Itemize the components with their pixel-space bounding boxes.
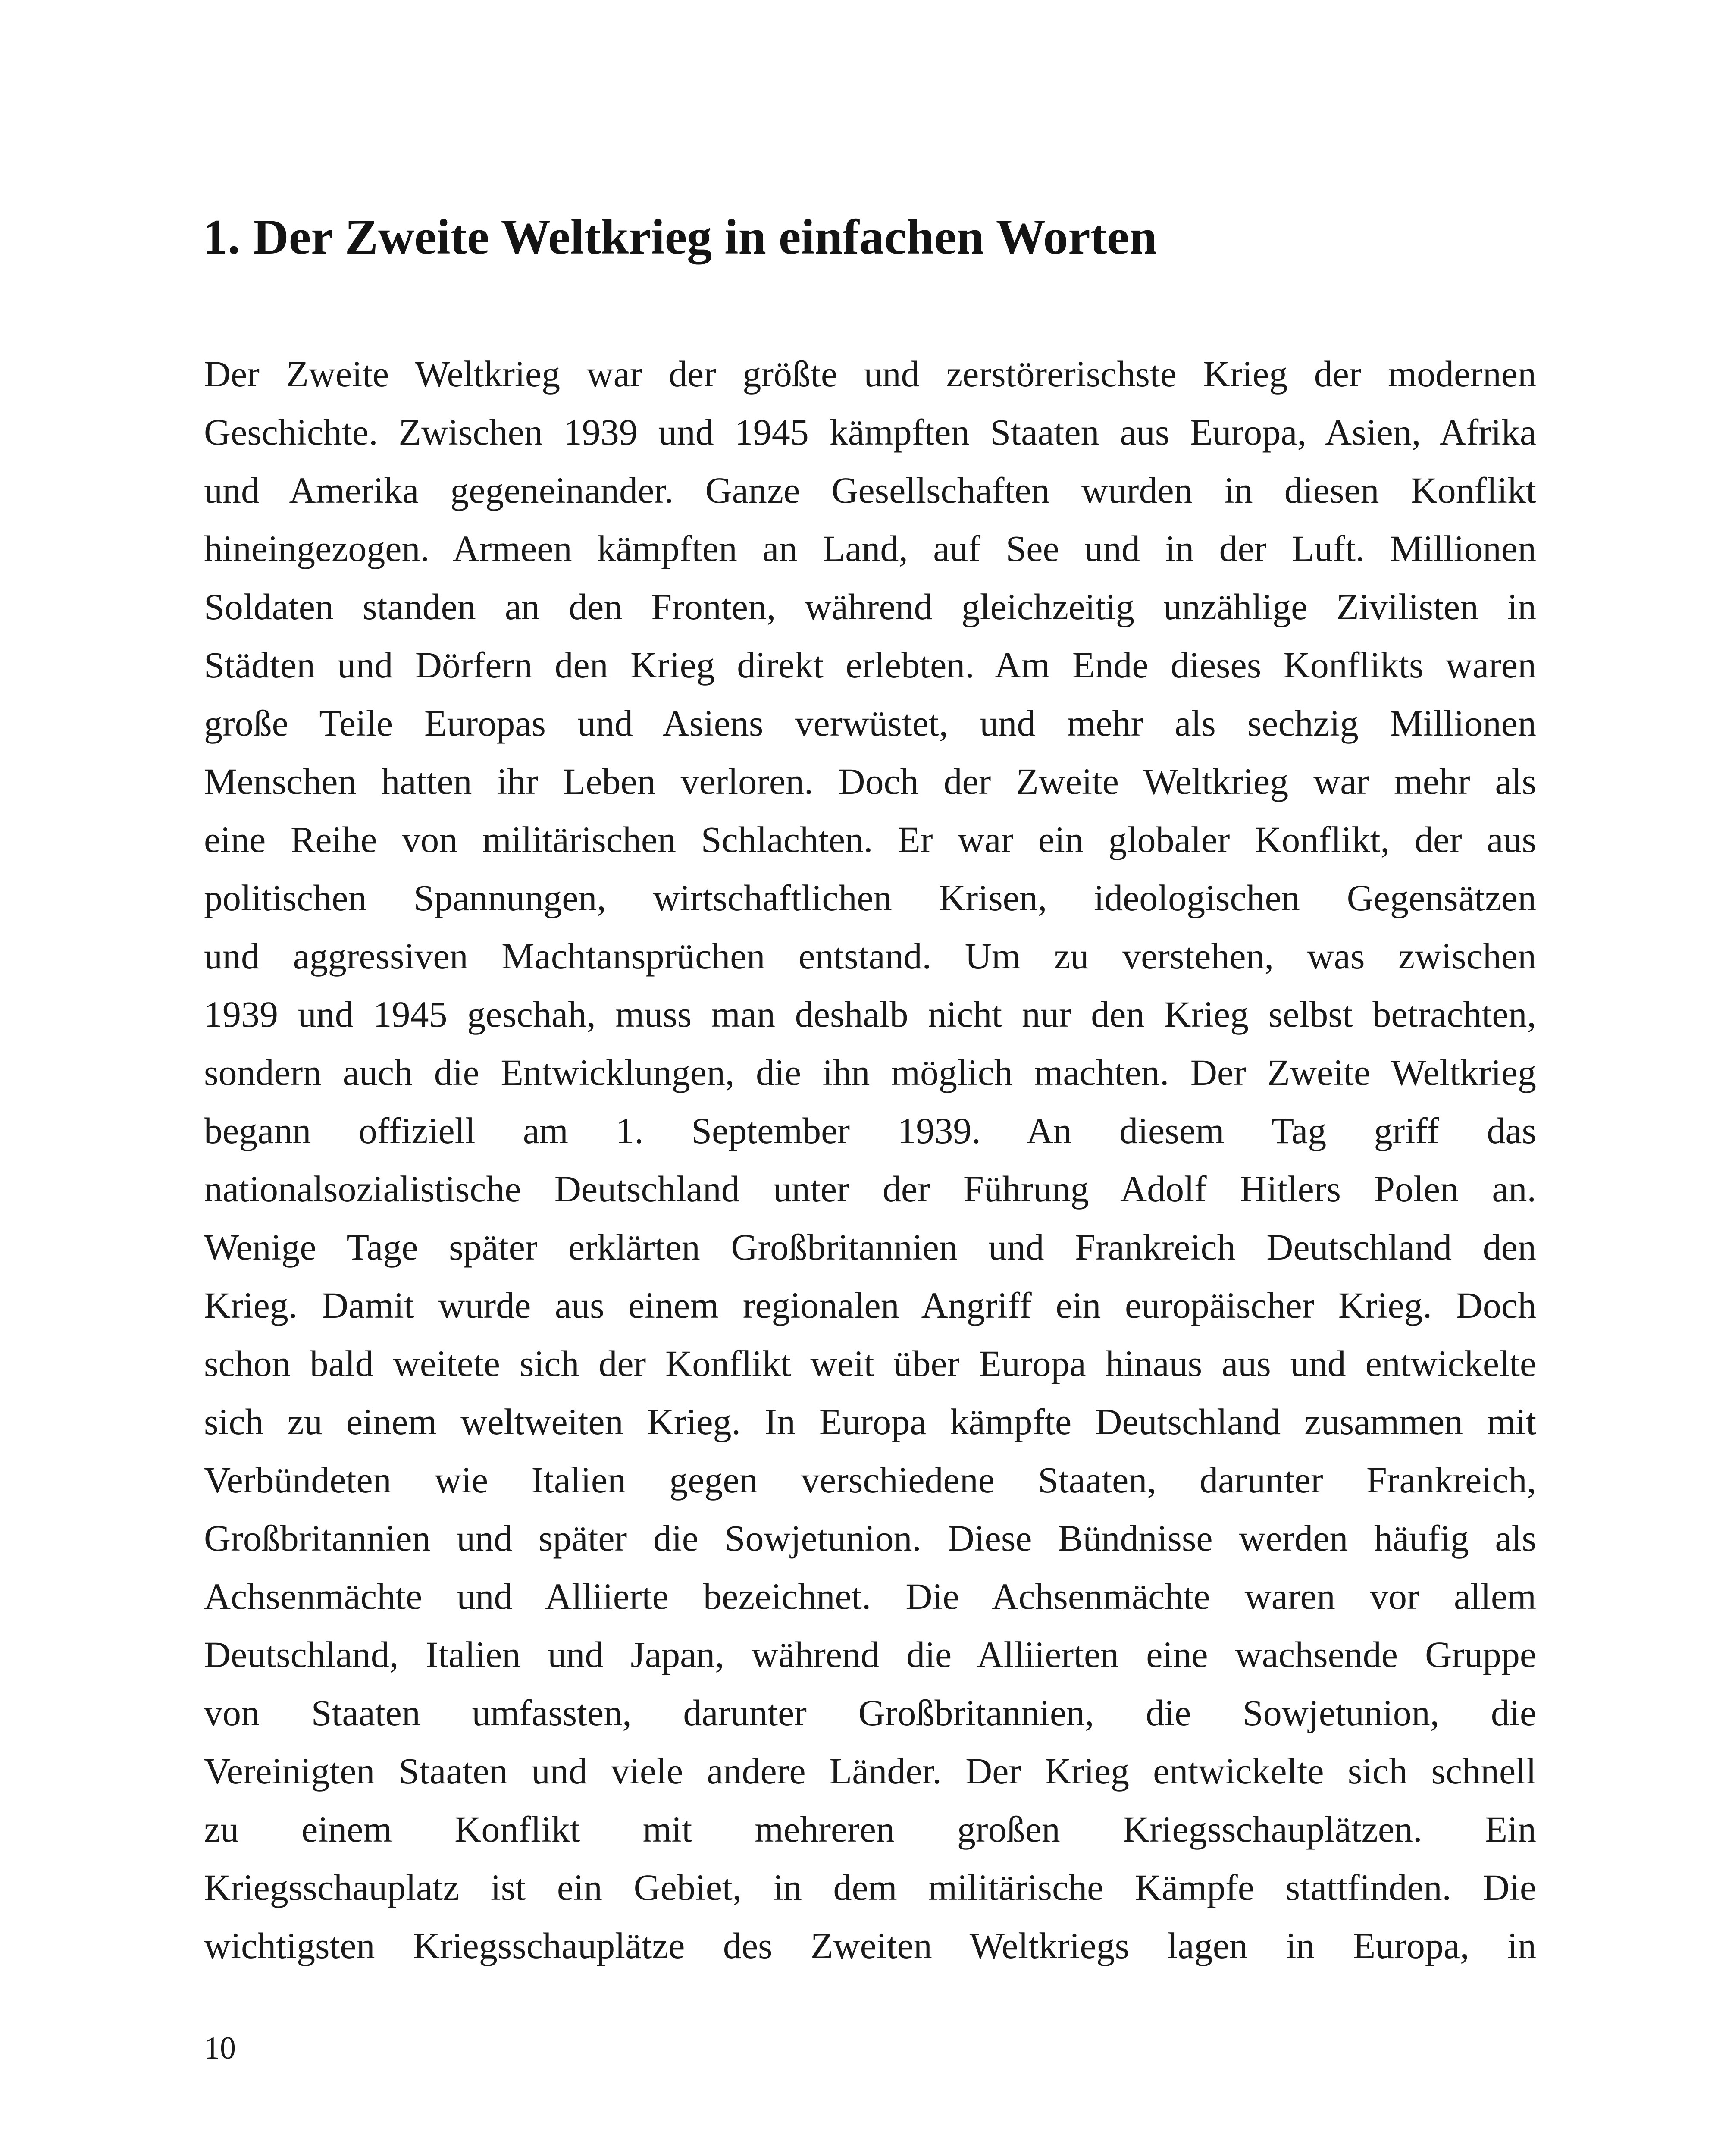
text-line: schon bald weitete sich der Konflikt weit über Europa hinaus aus und entwickelte bbox=[204, 1343, 1536, 1384]
text-line: zu einem Konflikt mit mehreren großen Kriegsschauplätzen. Ein bbox=[204, 1808, 1536, 1850]
text-line: nationalsozialistische Deutschland unter der Führung Adolf Hitlers Polen an. bbox=[204, 1168, 1536, 1210]
text-line: Soldaten standen an den Fronten, während gleichzeitig unzählige Zivilisten in bbox=[204, 586, 1536, 627]
text-line: von Staaten umfassten, darunter Großbritannien, die Sowjetunion, die bbox=[204, 1692, 1536, 1733]
text-line: Menschen hatten ihr Leben verloren. Doch der Zweite Weltkrieg war mehr als bbox=[204, 761, 1536, 802]
chapter-title: 1. Der Zweite Weltkrieg in einfachen Worten bbox=[203, 210, 1157, 265]
text-line: Wenige Tage später erklärten Großbritannien und Frankreich Deutschland den bbox=[204, 1226, 1536, 1268]
text-line: und aggressiven Machtansprüchen entstand. Um zu verstehen, was zwischen bbox=[204, 935, 1536, 977]
text-line: hineingezogen. Armeen kämpften an Land, auf See und in der Luft. Millionen bbox=[204, 528, 1536, 569]
text-line: politischen Spannungen, wirtschaftlichen Krisen, ideologischen Gegensätzen bbox=[204, 877, 1536, 918]
text-line: Kriegsschauplatz ist ein Gebiet, in dem militärische Kämpfe stattfinden. Die bbox=[204, 1867, 1536, 1908]
text-line: sondern auch die Entwicklungen, die ihn möglich machten. Der Zweite Weltkrieg bbox=[204, 1052, 1536, 1093]
text-line: eine Reihe von militärischen Schlachten. Er war ein globaler Konflikt, der aus bbox=[204, 819, 1536, 860]
text-line: Großbritannien und später die Sowjetunion. Diese Bündnisse werden häufig als bbox=[204, 1517, 1536, 1559]
text-line: 1939 und 1945 geschah, muss man deshalb nicht nur den Krieg selbst betrachten, bbox=[204, 993, 1536, 1035]
text-line: Vereinigten Staaten und viele andere Länder. Der Krieg entwickelte sich schnell bbox=[204, 1750, 1536, 1792]
text-line: sich zu einem weltweiten Krieg. In Europa kämpfte Deutschland zusammen mit bbox=[204, 1401, 1536, 1442]
text-line: große Teile Europas und Asiens verwüstet, und mehr als sechzig Millionen bbox=[204, 702, 1536, 744]
text-line: Achsenmächte und Alliierte bezeichnet. Die Achsenmächte waren vor allem bbox=[204, 1576, 1536, 1617]
text-line: und Amerika gegeneinander. Ganze Gesellschaften wurden in diesen Konflikt bbox=[204, 470, 1536, 511]
text-line: wichtigsten Kriegsschauplätze des Zweiten Weltkriegs lagen in Europa, in bbox=[204, 1925, 1536, 1966]
body-paragraph bbox=[204, 345, 1536, 1975]
text-line: Verbündeten wie Italien gegen verschiedene Staaten, darunter Frankreich, bbox=[204, 1459, 1536, 1501]
text-line: begann offiziell am 1. September 1939. An diesem Tag griff das bbox=[204, 1110, 1536, 1151]
text-line: Der Zweite Weltkrieg war der größte und zerstörerischste Krieg der modernen bbox=[204, 353, 1536, 395]
text-line: Krieg. Damit wurde aus einem regionalen Angriff ein europäischer Krieg. Doch bbox=[204, 1285, 1536, 1326]
text-line: Deutschland, Italien und Japan, während die Alliierten eine wachsende Gruppe bbox=[204, 1634, 1536, 1675]
page-number: 10 bbox=[204, 2031, 236, 2066]
text-line: Städten und Dörfern den Krieg direkt erlebten. Am Ende dieses Konflikts waren bbox=[204, 644, 1536, 686]
text-line: Geschichte. Zwischen 1939 und 1945 kämpften Staaten aus Europa, Asien, Afrika bbox=[204, 411, 1536, 453]
